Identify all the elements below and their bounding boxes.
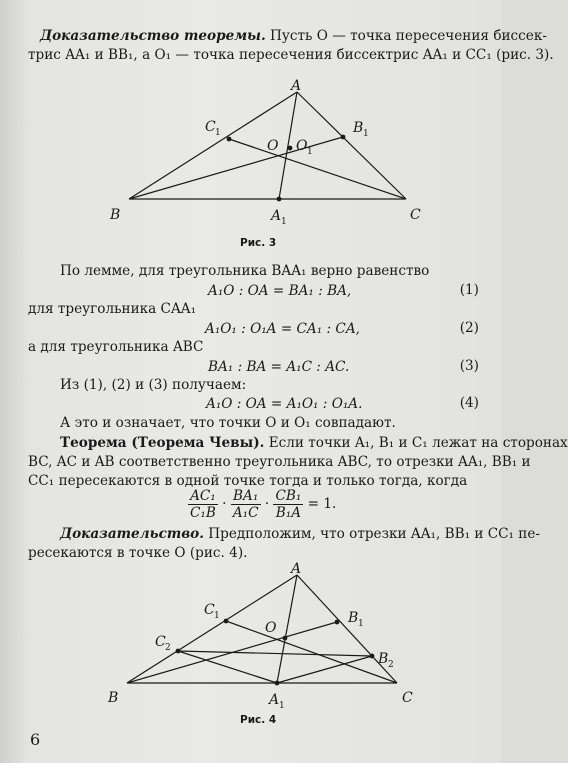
svg-text:1: 1 — [214, 611, 220, 621]
svg-text:C: C — [204, 602, 215, 618]
theorem-line-2: BC, AC и AB соответственно треугольника ABC, то отрезки AA₁, BB₁ и — [28, 454, 531, 470]
svg-text:C: C — [410, 207, 421, 223]
proof-line-2: ресекаются в точке O (рис. 4). — [28, 545, 248, 561]
fraction-2: $\frac{\text{BA₁}}{\text{A₁C}}$ — [232, 488, 259, 521]
figure-4-triangle — [0, 560, 501, 710]
equation-2-number: (2) — [459, 320, 479, 336]
proof-line-1: Доказательство. Предположим, что отрезки AA₁, BB₁ и CC₁ пе- — [60, 526, 541, 542]
from-equations: Из (1), (2) и (3) получаем: — [60, 377, 247, 393]
svg-text:1: 1 — [215, 128, 221, 138]
fraction-1: $\frac{\text{AC₁}}{\text{C₁B}}$ — [190, 488, 216, 521]
equation-1: A₁O : OA = BA₁ : BA, — [208, 283, 352, 299]
svg-text:1: 1 — [279, 701, 285, 711]
ceva-formula: $\frac{\text{AC₁}}{\text{C₁B}}$ · $\frac{\text{BA₁}}{\text{A₁C}}$ · $\frac{\text{CB₁}}{\text{B₁A}}$ = 1. — [190, 488, 337, 521]
svg-text:B: B — [108, 690, 119, 706]
proof-paragraph-line-1: Доказательство теоремы. Пусть O — точка пересечения биссек- — [40, 28, 547, 44]
for-triangle-caa1: для треугольника CAA₁ — [28, 301, 197, 317]
svg-text:1: 1 — [307, 147, 313, 157]
lemma-intro: По лемме, для треугольника BAA₁ верно равенство — [60, 263, 430, 279]
svg-text:C: C — [155, 634, 166, 650]
svg-text:B: B — [348, 610, 359, 626]
for-triangle-abc: а для треугольника ABC — [28, 339, 204, 355]
svg-text:2: 2 — [388, 660, 394, 670]
equation-4-number: (4) — [459, 395, 479, 411]
equation-4: A₁O : OA = A₁O₁ : O₁A. — [206, 396, 363, 412]
theorem-line-1: Теорема (Теорема Чевы). Если точки A₁, B₁ и C₁ лежат на сторонах — [60, 435, 568, 451]
equation-3: BA₁ : BA = A₁C : AC. — [208, 359, 350, 375]
figure-4-caption: Рис. 4 — [240, 714, 277, 726]
svg-text:B: B — [110, 207, 121, 223]
equation-1-number: (1) — [459, 282, 479, 298]
svg-text:C: C — [205, 119, 216, 135]
svg-text:B: B — [353, 120, 364, 136]
svg-text:A: A — [291, 561, 302, 577]
svg-text:O: O — [265, 620, 277, 636]
svg-text:O: O — [267, 138, 279, 154]
page-number: 6 — [30, 730, 41, 749]
proof-paragraph-line-2: трис AA₁ и BB₁, а O₁ — точка пересечения биссектрис AA₁ и CC₁ (рис. 3). — [28, 47, 554, 63]
svg-text:O: O — [296, 138, 308, 154]
equation-3-number: (3) — [459, 358, 479, 374]
theorem-line-3: CC₁ пересекаются в одной точке тогда и только тогда, когда — [28, 473, 468, 489]
svg-text:B: B — [378, 651, 389, 667]
fraction-3: $\frac{\text{CB₁}}{\text{B₁A}}$ — [275, 488, 302, 521]
equation-2: A₁O₁ : O₁A = CA₁ : CA, — [205, 321, 360, 337]
svg-text:C: C — [402, 690, 413, 706]
svg-text:1: 1 — [281, 217, 287, 227]
svg-text:A: A — [269, 692, 280, 708]
svg-text:1: 1 — [363, 129, 369, 139]
svg-text:A: A — [291, 78, 302, 94]
svg-text:A: A — [271, 208, 282, 224]
figure-3-caption: Рис. 3 — [240, 237, 277, 249]
conclusion: А это и означает, что точки O и O₁ совпадают. — [60, 415, 396, 431]
svg-text:2: 2 — [165, 643, 171, 653]
svg-text:1: 1 — [358, 619, 364, 629]
figure-3-triangle — [0, 72, 501, 232]
